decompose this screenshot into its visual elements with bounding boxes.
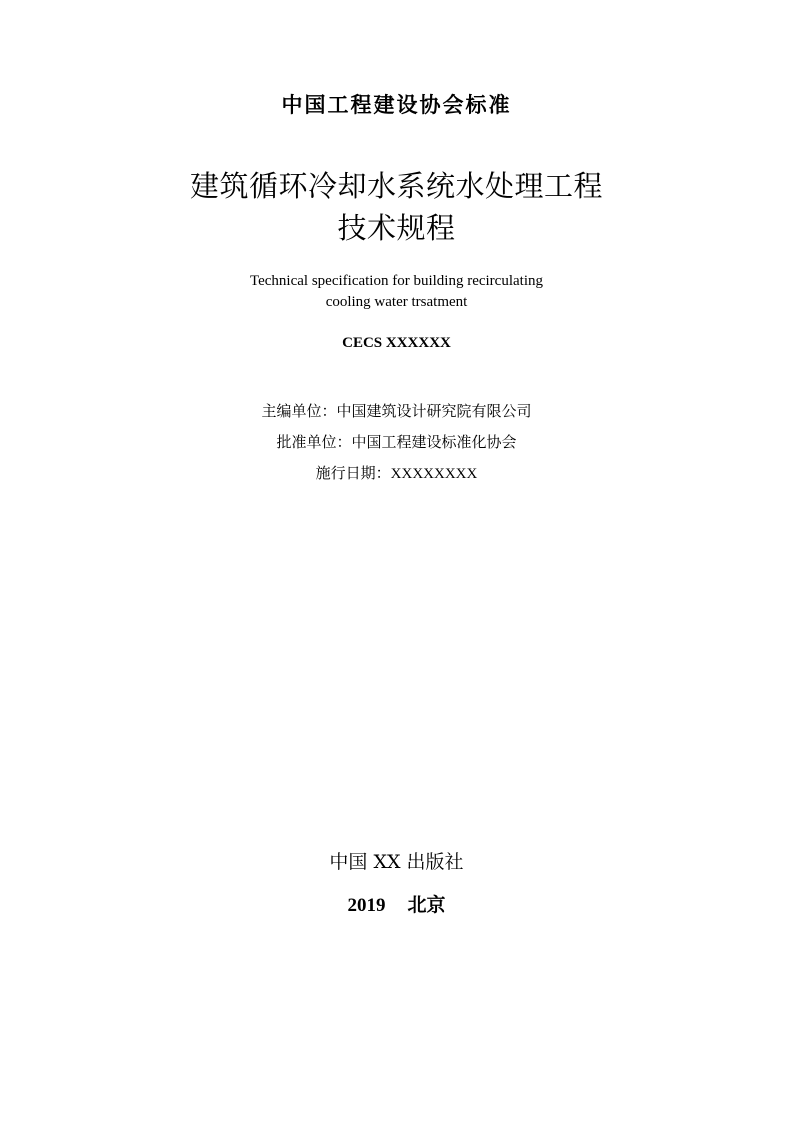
editor-unit-row: [0, 404, 793, 419]
approver-unit-value: 中国工程建设标准化协会: [351, 433, 517, 451]
standard-organization-heading: 中国工程建设协会标准: [281, 92, 512, 117]
english-title-line-2: cooling water trsatment: [325, 294, 468, 310]
publication-year-place: [0, 896, 793, 915]
editor-unit-label: 主编单位：: [261, 402, 337, 420]
publication-place: 北京: [407, 894, 446, 916]
english-title-line-1: Technical specification for building recirculating: [250, 273, 543, 289]
effective-date-row: [0, 466, 793, 482]
effective-date-value: XXXXXXXX: [390, 466, 478, 482]
document-title-line-2: 技术规程: [337, 211, 456, 245]
approver-unit-label: 批准单位：: [276, 433, 352, 451]
document-title-line-1: 建筑循环冷却水系统水处理工程: [189, 169, 603, 203]
publication-year: 2019: [347, 895, 386, 916]
editor-unit-value: 中国建筑设计研究院有限公司: [336, 402, 532, 420]
publisher: 中国 XX 出版社: [329, 851, 464, 873]
effective-date-label: 施行日期：: [315, 464, 391, 482]
standard-code: CECS XXXXXX: [342, 335, 451, 351]
approver-unit-row: [0, 435, 793, 450]
